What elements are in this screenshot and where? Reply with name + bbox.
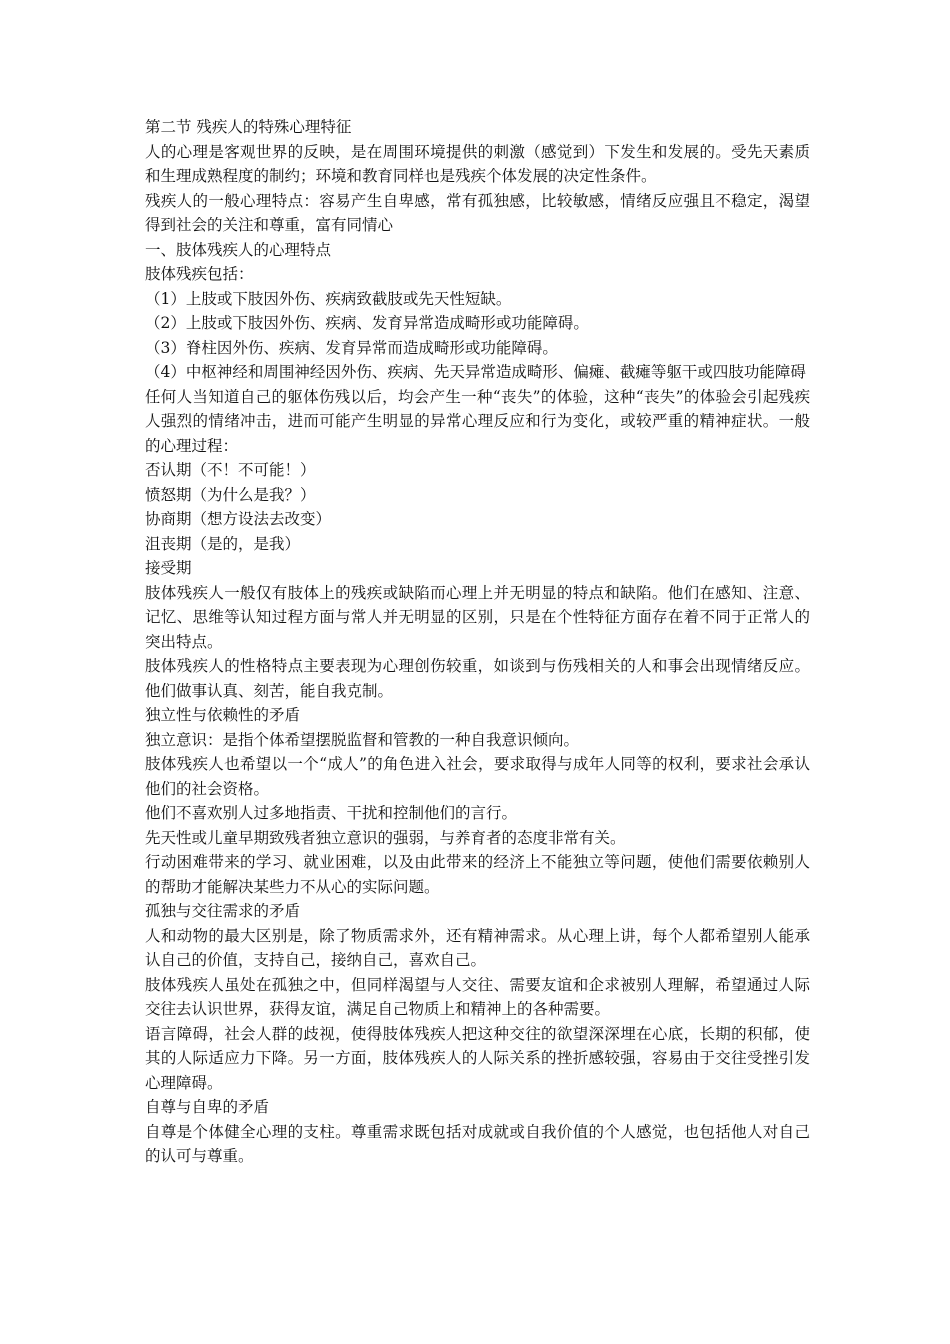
- paragraph: 任何人当知道自己的躯体伤残以后，均会产生一种“丧失”的体验，这种“丧失”的体验会引起残疾人强烈的情绪冲击，进而可能产生明显的异常心理反应和行为变化，或较严重的精神症状。一般的心理过程：: [145, 387, 810, 455]
- paragraph: 肢体残疾人一般仅有肢体上的残疾或缺陷而心理上并无明显的特点和缺陷。他们在感知、注意、记忆、思维等认知过程方面与常人并无明显的区别，只是在个性特征方面存在着不同于正常人的突出特点。: [145, 583, 810, 651]
- paragraph: 他们不喜欢别人过多地指责、干扰和控制他们的言行。: [145, 804, 518, 822]
- subsection-heading: 一、肢体残疾人的心理特点: [145, 240, 332, 259]
- paragraph: 肢体残疾包括：: [145, 265, 254, 283]
- list-item: （1）上肢或下肢因外伤、疾病致截肢或先天性短缺。: [145, 289, 512, 308]
- paragraph: 先天性或儿童早期致残者独立意识的强弱，与养育者的态度非常有关。: [145, 828, 626, 847]
- stage-item: 接受期: [145, 559, 192, 577]
- list-item: （4）中枢神经和周围神经因外伤、疾病、先天异常造成畸形、偏瘫、截瘫等躯干或四肢功能障碍: [145, 363, 806, 381]
- paragraph: 自尊是个体健全心理的支柱。尊重需求既包括对成就或自我价值的个人感觉，也包括他人对自己的认可与尊重。: [145, 1122, 810, 1165]
- topic-heading: 独立性与依赖性的矛盾: [145, 706, 301, 724]
- list-item: （2）上肢或下肢因外伤、疾病、发育异常造成畸形或功能障碍。: [145, 314, 589, 332]
- section-title: 第二节 残疾人的特殊心理特征: [145, 118, 352, 136]
- paragraph: 独立意识：是指个体希望摆脱监督和管教的一种自我意识倾向。: [145, 730, 580, 749]
- list-item: （3）脊柱因外伤、疾病、发育异常而造成畸形或功能障碍。: [145, 338, 558, 357]
- stage-item: 否认期（不！不可能！）: [145, 461, 316, 479]
- document-body: [145, 115, 810, 1169]
- paragraph: 肢体残疾人虽处在孤独之中，但同样渴望与人交往、需要友谊和企求被别人理解，希望通过人际交往去认识世界，获得友谊，满足自己物质上和精神上的各种需要。: [145, 975, 810, 1018]
- paragraph: 人的心理是客观世界的反映，是在周围环境提供的刺激（感觉到）下发生和发展的。受先天素质和生理成熟程度的制约；环境和教育同样也是残疾个体发展的决定性条件。: [145, 142, 810, 185]
- paragraph: 肢体残疾人的性格特点主要表现为心理创伤较重，如谈到与伤残相关的人和事会出现情绪反应。他们做事认真、刻苦，能自我克制。: [145, 657, 810, 700]
- topic-heading: 自尊与自卑的矛盾: [145, 1098, 270, 1116]
- paragraph: 人和动物的最大区别是，除了物质需求外，还有精神需求。从心理上讲，每个人都希望别人能承认自己的价值，支持自己，接纳自己，喜欢自己。: [145, 926, 810, 969]
- stage-item: 愤怒期（为什么是我？）: [145, 485, 316, 504]
- topic-heading: 孤独与交往需求的矛盾: [145, 902, 301, 920]
- stage-item: 沮丧期（是的，是我）: [145, 534, 301, 553]
- paragraph: 行动困难带来的学习、就业困难，以及由此带来的经济上不能独立等问题，使他们需要依赖别人的帮助才能解决某些力不从心的实际问题。: [145, 853, 810, 896]
- paragraph: 肢体残疾人也希望以一个“成人”的角色进入社会，要求取得与成年人同等的权利，要求社会承认他们的社会资格。: [145, 755, 810, 798]
- paragraph: 残疾人的一般心理特点：容易产生自卑感，常有孤独感，比较敏感，情绪反应强且不稳定，渴望得到社会的关注和尊重，富有同情心: [145, 191, 810, 234]
- paragraph: 语言障碍，社会人群的歧视，使得肢体残疾人把这种交往的欲望深深埋在心底，长期的积郁，使其的人际适应力下降。另一方面，肢体残疾人的人际关系的挫折感较强，容易由于交往受挫引发心理障碍。: [145, 1024, 810, 1092]
- stage-item: 协商期（想方设法去改变）: [145, 510, 332, 528]
